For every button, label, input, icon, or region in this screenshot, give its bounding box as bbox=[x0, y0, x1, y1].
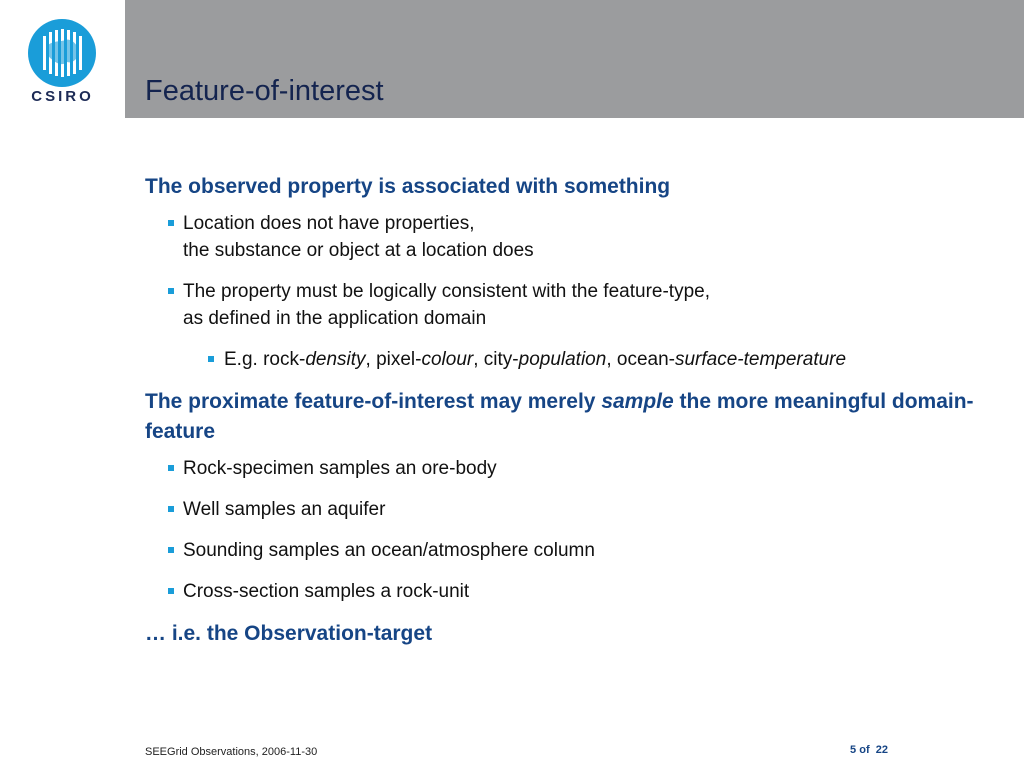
bullet-marker bbox=[168, 506, 174, 512]
list-item: Well samples an aquifer bbox=[145, 496, 995, 523]
list-item-example: E.g. rock-density, pixel-colour, city-population, ocean-surface-temperature bbox=[145, 346, 995, 373]
section-heading-1: The observed property is associated with something bbox=[145, 175, 671, 198]
csiro-logo bbox=[0, 0, 125, 118]
bullet-marker bbox=[168, 288, 174, 294]
bullet-list-1 bbox=[145, 210, 995, 373]
list-item: Rock-specimen samples an ore-body bbox=[145, 455, 995, 482]
section-heading-3: … i.e. the Observation-target bbox=[145, 622, 433, 645]
slide-title: Feature-of-interest bbox=[145, 75, 384, 107]
bullet-marker bbox=[208, 356, 214, 362]
list-item: Location does not have properties, the substance or object at a location does bbox=[145, 210, 995, 264]
section-heading-2: The proximate feature-of-interest may merely sample the more meaningful domain-feature bbox=[145, 390, 974, 443]
bullet-marker bbox=[168, 588, 174, 594]
list-item: Cross-section samples a rock-unit bbox=[145, 578, 995, 605]
slide-content bbox=[145, 172, 995, 649]
page-number bbox=[850, 744, 888, 756]
bullet-marker bbox=[168, 220, 174, 226]
header-bar bbox=[125, 0, 1024, 118]
bullet-list-2 bbox=[145, 455, 995, 605]
page-total: 22 bbox=[875, 744, 888, 756]
list-item: The property must be logically consistent with the feature-type, as defined in the application domain bbox=[145, 278, 995, 332]
page-current: 5 bbox=[850, 744, 857, 756]
csiro-logo-text: CSIRO bbox=[31, 88, 94, 105]
bullet-marker bbox=[168, 547, 174, 553]
footer-caption: SEEGrid Observations, 2006-11-30 bbox=[145, 746, 318, 758]
list-item: Sounding samples an ocean/atmosphere column bbox=[145, 537, 995, 564]
csiro-logo-icon bbox=[27, 18, 97, 88]
page-of: of bbox=[859, 744, 870, 756]
bullet-marker bbox=[168, 465, 174, 471]
